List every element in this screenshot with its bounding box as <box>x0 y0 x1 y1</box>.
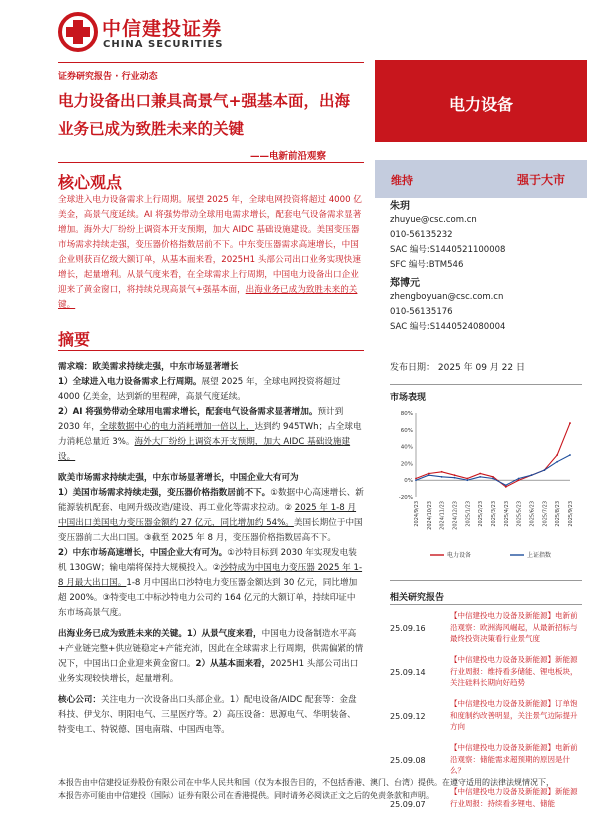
legend-label-1: 上证指数 <box>527 552 552 559</box>
analyst-1-phone: 010-56135232 <box>390 230 453 240</box>
company-logo-icon <box>58 12 98 52</box>
related-report-item[interactable] <box>390 654 582 698</box>
market-performance-title: 市场表现 <box>390 393 427 403</box>
core-summary-underline: 出海业务已成为致胜未来的关键。 <box>58 285 358 310</box>
x-tick-label: 2024/10/23 <box>426 501 433 530</box>
y-tick-label: 80% <box>400 411 413 417</box>
x-tick-label: 2024/11/23 <box>439 501 446 530</box>
x-tick-label: 2025/8/23 <box>555 501 562 527</box>
overseas-text-2: 2025H1 头部公司出口业务实现较快增长，起量增利。 <box>58 659 359 684</box>
analyst-2-sac: SAC 编号:S1440524080004 <box>390 322 506 332</box>
report-subtitle: ——电新前沿观察 <box>250 151 327 162</box>
x-tick-label: 2025/5/23 <box>516 501 523 527</box>
rating-prev: 维持 <box>391 174 413 187</box>
us-market-text: ①数据中心高速增长、新能源装机配套、电网升级改造/建设、再工业化等需求拉动。② <box>58 488 364 513</box>
analyst-1-sac: SAC 编号:S1440521100008 <box>390 245 506 255</box>
series-point-1 <box>543 469 545 471</box>
series-point-0 <box>556 454 558 456</box>
abstract-para-demand <box>58 360 364 465</box>
series-point-0 <box>466 478 468 480</box>
rating-now: 强于大市 <box>516 173 565 187</box>
market-performance-chart <box>390 405 580 567</box>
core-heading: 核心观点 <box>58 173 123 192</box>
us-market-underline: 2025 年 1-8 月中国出口美国电力变压器金额约 27 亿元，同比增加约 54%。 <box>58 503 357 528</box>
series-point-0 <box>454 474 456 476</box>
series-point-1 <box>441 476 443 478</box>
disclaimer-footer <box>58 776 588 802</box>
analyst-1-sfc: SFC 编号:BTM546 <box>390 260 464 270</box>
chart-divider <box>390 580 582 581</box>
related-report-date: 25.09.08 <box>390 756 426 765</box>
series-point-1 <box>569 454 571 456</box>
demand-title: 需求端：欧美需求持续走强，中东市场显著增长 <box>58 362 239 372</box>
x-tick-label: 2025/2/23 <box>478 501 485 527</box>
sector-name: 电力设备 <box>448 95 513 114</box>
publish-date: 发布日期： 2025 年 09 月 22 日 <box>390 363 525 373</box>
y-tick-label: -20% <box>398 495 413 501</box>
series-point-1 <box>518 478 520 480</box>
title-divider <box>58 162 364 163</box>
analyst-1-name: 朱玥 <box>390 201 410 212</box>
x-tick-label: 2025/7/23 <box>542 501 549 527</box>
series-point-1 <box>479 476 481 478</box>
sector-banner <box>375 60 587 142</box>
series-line-1 <box>416 455 570 485</box>
series-point-1 <box>466 479 468 481</box>
series-point-1 <box>428 474 430 476</box>
date-divider <box>390 384 582 385</box>
series-point-0 <box>518 479 520 481</box>
analyst-1-email: zhuyue@csc.com.cn <box>390 215 477 225</box>
series-point-0 <box>479 473 481 475</box>
analyst-2-name: 郑博元 <box>390 278 420 289</box>
x-tick-label: 2025/3/23 <box>491 501 497 527</box>
related-title-divider <box>390 604 582 605</box>
me-market-text-b: 1-8 月中国出口沙特电力变压器金额达到 30 亿元，同比增加超 200%。③特变电工中标沙特电力公司约 164 亿元的大额订单，持续印证中东市场高景气度。 <box>58 578 358 618</box>
us-market-title: 1）美国市场需求持续走强，变压器价格指数居前不下。 <box>58 488 271 498</box>
core-summary-text: 全球进入电力设备需求上行周期。展望 2025 年，全球电网投资将超过 4000 亿美金，高景气度延续。AI 将强势带动全球用电需求增长，配套电气设备需求显著增加。海外大厂纷纷上调资本开支预期，加大 AIDC 基础设施建设。美国变压器市场需求持续走强，变压器价格指数居前不下。中东变压器需求高速增长，中国企业则获百亿级大额订单，从基本面来看，2025H1 头部公司出口业务实现快速增长，起量增利。从景气度来看，在全球需求上行周期，中国电力设备出口企业迎来了黄金窗口，将持续兑现高景气+强基本面， <box>58 195 362 295</box>
abstract-para-overseas <box>58 627 364 687</box>
analyst-2-email: zhengboyuan@csc.com.cn <box>390 292 504 302</box>
sidebar <box>375 60 587 809</box>
companies-text: 关注电力一次设备出口头部企业。1）配电设备/AIDC 配套等：金盘科技、伊戈尔、明阳电气、三星医疗等。2）高压设备：思源电气、华明装备、特变电工、特锐德、国电南瑞、中国西电等。 <box>58 695 357 735</box>
x-tick-label: 2025/4/23 <box>503 501 510 527</box>
disclaimer-line-1: 本报告由中信建投证券股份有限公司在中华人民共和国（仅为本报告目的，不包括香港、澳门、台湾）提供。在遵守适用的法律法规情况下， <box>58 778 554 787</box>
series-point-1 <box>531 474 533 476</box>
brand-header <box>58 10 258 58</box>
y-tick-label: 60% <box>400 427 413 434</box>
related-report-title[interactable]: 【中信建投电力设备及新能源】订单饱和度制约改善明显，关注景气边际提升方向 <box>450 699 578 731</box>
series-point-1 <box>492 478 494 480</box>
header-divider <box>58 62 364 63</box>
related-report-title[interactable]: 【中信建投电力设备及新能源】电新前沿观察：储能需求超预期的原因是什么？ <box>450 743 578 775</box>
me-market-title: 2）中东市场高速增长，中国企业大有可为。 <box>58 548 228 558</box>
x-tick-label: 2025/6/23 <box>529 501 536 527</box>
abstract-heading: 摘要 <box>58 330 91 349</box>
series-point-1 <box>454 477 456 479</box>
related-report-date: 25.09.12 <box>390 712 426 721</box>
report-type: 证券研究报告 · 行业动态 <box>58 72 158 82</box>
x-tick-label: 2024/12/23 <box>452 501 459 530</box>
me-market-underline: 沙特成为中国电力变压器 2025 年 1-8 月最大出口国。 <box>58 563 363 588</box>
series-point-0 <box>428 473 430 475</box>
report-title: 电力设备出口兼具高景气+强基本面，出海业务已成为致胜未来的关键 <box>58 92 350 138</box>
demand-point-2-underline-b: 海外大厂纷纷上调资本开支预期，加大 AIDC 基础设施建设。 <box>58 437 351 462</box>
series-point-0 <box>569 422 571 424</box>
demand-point-1-text: 展望 2025 年，全球电网投资将超过 4000 亿美金，达到新的里程碑，高景气度延续。 <box>58 377 341 402</box>
series-point-0 <box>441 471 443 473</box>
series-point-1 <box>415 479 417 481</box>
y-tick-label: 20% <box>400 461 413 468</box>
related-report-item[interactable] <box>390 698 582 742</box>
us-market-text-b: 美国长期位于中国变压器前二大出口国。③截至 2025 年 8 月，变压器价格指数居高不下。 <box>58 518 363 543</box>
abstract-divider <box>58 350 364 351</box>
related-report-title[interactable]: 【中信建投电力设备及新能源】新能源行业周报：持续看多锂电、储能 <box>450 787 578 808</box>
brand-name-en: CHINA SECURITIES <box>103 39 224 50</box>
x-tick-label: 2025/9/23 <box>568 501 574 527</box>
core-summary <box>58 193 364 313</box>
demand-point-2-text: 预计到 2030 年， <box>58 407 344 432</box>
related-report-item[interactable] <box>390 610 582 654</box>
legend-label-0: 电力设备 <box>447 552 472 559</box>
demand-point-2-title: 2）AI 将强势带动全球用电需求增长，配套电气设备需求显著增加。 <box>58 407 318 417</box>
related-report-date: 25.09.16 <box>390 624 426 633</box>
overseas-title: 出海业务已成为致胜未来的关键。1）从景气度来看， <box>58 629 262 639</box>
series-point-1 <box>505 484 507 486</box>
related-report-title[interactable]: 【中信建投电力设备及新能源】电新前沿观察：欧洲海风崛起，从最新招标与最终投资决策看行业景气度 <box>450 611 578 643</box>
y-tick-label: 0% <box>404 478 413 485</box>
related-report-title[interactable]: 【中信建投电力设备及新能源】新能源行业周报：维持看多储能、锂电板块，关注硅料长期向好趋势 <box>450 655 578 687</box>
series-point-0 <box>492 476 494 478</box>
demand-point-2-underline: 全球数据中心的电力消耗增加一倍以上， <box>99 422 255 432</box>
related-report-date: 25.09.07 <box>390 800 426 809</box>
demand-point-1-title: 1）全球进入电力设备需求上行周期。 <box>58 377 202 387</box>
abstract-para-companies <box>58 693 364 738</box>
related-reports-title: 相关研究报告 <box>390 593 445 603</box>
series-point-1 <box>556 461 558 463</box>
overseas-title-2: 2）从基本面来看， <box>195 659 271 669</box>
related-report-date: 25.09.14 <box>390 668 426 677</box>
me-market-text: ①沙特目标到 2030 年实现发电装机 130GW；输电端将保持大规模投入。② <box>58 548 357 573</box>
x-tick-label: 2024/9/23 <box>414 501 420 527</box>
series-point-0 <box>505 486 507 488</box>
x-tick-label: 2025/1/23 <box>465 501 472 527</box>
analyst-2-phone: 010-56135176 <box>390 307 453 317</box>
series-point-0 <box>415 478 417 480</box>
brand-name-cn: 中信建投证券 <box>102 18 223 40</box>
rating-bar <box>375 160 587 198</box>
y-tick-label: 40% <box>400 444 413 451</box>
markets-title: 欧美市场需求持续走强，中东市场显著增长，中国企业大有可为 <box>58 473 299 483</box>
abstract-para-markets <box>58 471 364 621</box>
companies-title: 核心公司： <box>58 695 101 705</box>
overseas-text: 中国电力设备制造水平高+产业链完整+供应链稳定+产能充沛，因此在全球需求上行周期，供需偏紧的情况下，中国出口企业迎来黄金窗口。 <box>58 629 364 669</box>
demand-point-2-text-b: 达到约 945TWh；占全球电力消耗总量近 3%。 <box>58 422 362 447</box>
disclaimer-line-2: 本报告亦可能由中信建投（国际）证券有限公司在香港提供。同时请务必阅读正文之后的免责条款和声明。 <box>58 791 434 800</box>
abstract-body <box>58 360 364 744</box>
